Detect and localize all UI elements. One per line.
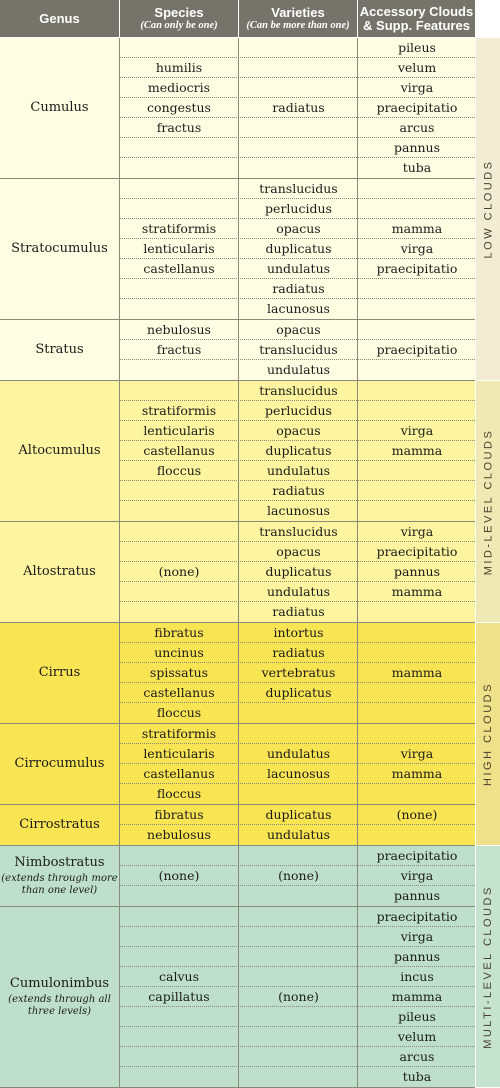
table-row (120, 299, 475, 319)
species-cell: uncinus (154, 645, 204, 660)
table-row (120, 360, 475, 380)
genus-block (0, 522, 475, 622)
variety-cell: translucidus (259, 342, 338, 357)
accessory-cell (359, 683, 475, 703)
accessory-cell: mamma (391, 221, 443, 236)
accessory-cell: mamma (391, 989, 443, 1004)
species-cell (120, 886, 238, 906)
species-cell: nebulosus (147, 827, 211, 842)
level-label-multi (476, 846, 500, 1087)
genus-name: Cumulonimbus (9, 976, 110, 991)
table-row (120, 1027, 475, 1047)
species-cell: fractus (156, 342, 202, 357)
genus-block (0, 179, 475, 319)
genus-note: (extends through more than one level) (1, 873, 118, 896)
genus-name: Cirrus (38, 665, 81, 680)
accessory-cell: mamma (391, 665, 443, 680)
level-label-text: MID-LEVEL CLOUDS (482, 428, 494, 575)
accessory-cell: praecipitatio (376, 544, 458, 559)
accessory-cell: praecipitatio (376, 261, 458, 276)
variety-cell: undulatus (266, 463, 331, 478)
genus-block (0, 623, 475, 723)
accessory-cell (359, 381, 475, 401)
variety-cell: translucidus (259, 524, 338, 539)
species-cell: castellanus (143, 261, 215, 276)
table-row (120, 683, 475, 703)
table-row (120, 1067, 475, 1087)
species-cell: castellanus (143, 443, 215, 458)
table-row (120, 724, 475, 744)
species-cell (120, 381, 238, 401)
genus-cell (0, 38, 119, 178)
variety-cell: intortus (273, 625, 324, 640)
species-cell (120, 158, 238, 178)
table-row (120, 582, 475, 602)
variety-cell: opacus (276, 221, 321, 236)
accessory-cell: tuba (402, 1069, 432, 1084)
species-cell: capillatus (148, 989, 210, 1004)
table-row (120, 825, 475, 845)
variety-cell (240, 907, 357, 927)
genus-note: (extends through all three levels) (8, 994, 111, 1017)
species-cell: lenticularis (143, 423, 215, 438)
genus-name: Nimbostratus (14, 855, 105, 870)
accessory-cell (359, 320, 475, 340)
accessory-cell: praecipitatio (376, 100, 458, 115)
accessory-cell (359, 825, 475, 845)
genus-name: Stratocumulus (11, 241, 108, 256)
table-row (120, 663, 475, 683)
table-row (120, 542, 475, 562)
variety-cell: undulatus (266, 261, 331, 276)
species-cell (120, 179, 238, 199)
variety-cell: radiatus (272, 604, 325, 619)
accessory-cell: virga (400, 868, 434, 883)
table-row (120, 279, 475, 299)
variety-cell: duplicatus (265, 564, 332, 579)
species-cell: nebulosus (147, 322, 211, 337)
genus-block (0, 381, 475, 521)
table-row (120, 907, 475, 927)
species-cell (120, 927, 238, 947)
accessory-cell (359, 643, 475, 663)
species-cell (120, 1007, 238, 1027)
variety-cell: radiatus (272, 100, 325, 115)
variety-cell: opacus (276, 423, 321, 438)
accessory-cell (359, 481, 475, 501)
accessory-cell: incus (400, 969, 434, 984)
header-accessory (358, 0, 475, 37)
accessory-cell: mamma (391, 766, 443, 781)
table-row (120, 703, 475, 723)
variety-cell: lacunosus (267, 766, 330, 781)
header-accessory-line2: & Supp. Features (363, 17, 470, 33)
accessory-cell: virga (400, 524, 434, 539)
accessory-cell: tuba (402, 160, 432, 175)
variety-cell: opacus (276, 544, 321, 559)
table-row (120, 381, 475, 401)
genus-block (0, 38, 475, 178)
variety-cell (240, 38, 357, 58)
species-cell: congestus (147, 100, 211, 115)
header-varieties-note: (Can be more than one) (246, 19, 350, 31)
species-cell (120, 199, 238, 219)
accessory-cell (359, 199, 475, 219)
variety-cell: perlucidus (265, 201, 332, 216)
genus-name: Altocumulus (18, 443, 101, 458)
table-row (120, 461, 475, 481)
variety-cell: undulatus (266, 746, 331, 761)
table-row (120, 259, 475, 279)
table-row (120, 98, 475, 118)
header-varieties-label: Varieties (271, 4, 325, 20)
table-row (120, 927, 475, 947)
variety-cell: duplicatus (265, 443, 332, 458)
variety-cell (240, 118, 357, 138)
accessory-cell: pannus (393, 888, 441, 903)
variety-cell: undulatus (266, 362, 331, 377)
table-row (120, 38, 475, 58)
table-row (120, 179, 475, 199)
species-cell: calvus (159, 969, 199, 984)
accessory-cell: mamma (391, 443, 443, 458)
variety-cell (240, 967, 357, 987)
species-cell: castellanus (143, 685, 215, 700)
accessory-cell: virga (400, 746, 434, 761)
variety-cell (240, 158, 357, 178)
level-label-text: HIGH CLOUDS (482, 682, 494, 786)
species-cell: lenticularis (143, 746, 215, 761)
variety-cell (240, 703, 357, 723)
variety-cell: (none) (278, 868, 319, 883)
table-row (120, 987, 475, 1007)
table-row (120, 481, 475, 501)
species-cell: floccus (156, 786, 202, 801)
variety-cell: lacunosus (267, 301, 330, 316)
accessory-cell (359, 501, 475, 521)
table-row (120, 1047, 475, 1067)
genus-block (0, 724, 475, 804)
table-row (120, 744, 475, 764)
variety-cell: radiatus (272, 281, 325, 296)
species-cell: (none) (158, 868, 200, 883)
species-cell: fibratus (154, 807, 204, 822)
species-cell (120, 582, 238, 602)
table-row (120, 501, 475, 521)
table-row (120, 805, 475, 825)
table-row (120, 401, 475, 421)
variety-cell (240, 58, 357, 78)
header-species-label: Species (154, 4, 204, 20)
species-cell (120, 602, 238, 622)
accessory-cell (359, 279, 475, 299)
species-cell: (none) (158, 564, 200, 579)
header-species (120, 0, 238, 37)
accessory-cell: pileus (398, 1009, 436, 1024)
accessory-cell: praecipitatio (376, 848, 458, 863)
species-cell: spissatus (149, 665, 209, 680)
variety-cell: perlucidus (265, 403, 332, 418)
table-row (120, 866, 475, 886)
species-cell (120, 279, 238, 299)
table-row (120, 239, 475, 259)
species-cell: floccus (156, 705, 202, 720)
table-row (120, 340, 475, 360)
header-varieties (239, 0, 357, 37)
variety-cell: (none) (278, 989, 319, 1004)
accessory-cell (359, 602, 475, 622)
table-row (120, 764, 475, 784)
variety-cell (240, 886, 357, 906)
variety-cell (240, 138, 357, 158)
table-row (120, 118, 475, 138)
variety-cell: radiatus (272, 483, 325, 498)
table-row (120, 602, 475, 622)
accessory-cell: pannus (393, 564, 441, 579)
table-row (120, 138, 475, 158)
variety-cell (240, 927, 357, 947)
variety-cell: lacunosus (267, 503, 330, 518)
accessory-cell (359, 299, 475, 319)
genus-name: Cumulus (30, 100, 89, 115)
level-label-high (476, 623, 500, 845)
table-row (120, 58, 475, 78)
table-row (120, 623, 475, 643)
variety-cell (240, 1067, 357, 1087)
accessory-cell: praecipitatio (376, 342, 458, 357)
table-row (120, 199, 475, 219)
table-row (120, 1007, 475, 1027)
accessory-cell: pannus (393, 140, 441, 155)
species-cell: fibratus (154, 625, 204, 640)
species-cell (120, 481, 238, 501)
table-row (120, 886, 475, 906)
species-cell (120, 138, 238, 158)
table-row (120, 78, 475, 98)
table-row (120, 967, 475, 987)
genus-block (0, 846, 475, 906)
accessory-cell (359, 360, 475, 380)
accessory-cell: velum (397, 1029, 437, 1044)
level-label-low (476, 38, 500, 380)
genus-cell (0, 846, 119, 906)
variety-cell (240, 1007, 357, 1027)
accessory-cell: pileus (398, 40, 436, 55)
variety-cell: radiatus (272, 645, 325, 660)
genus-block (0, 320, 475, 380)
accessory-cell (359, 461, 475, 481)
accessory-cell: virga (400, 423, 434, 438)
species-cell (120, 522, 238, 542)
table-row (120, 784, 475, 804)
species-cell: stratiformis (141, 221, 217, 236)
species-cell (120, 542, 238, 562)
genus-name: Stratus (35, 342, 84, 357)
accessory-cell (359, 179, 475, 199)
variety-cell: vertebratus (261, 665, 336, 680)
species-cell: castellanus (143, 766, 215, 781)
species-cell: stratiformis (141, 403, 217, 418)
species-cell (120, 846, 238, 866)
table-row (120, 846, 475, 866)
accessory-cell (359, 724, 475, 744)
species-cell (120, 1047, 238, 1067)
species-cell (120, 947, 238, 967)
table-row (120, 947, 475, 967)
genus-cell (0, 623, 119, 723)
variety-cell (240, 1027, 357, 1047)
variety-cell: undulatus (266, 584, 331, 599)
species-cell: stratiformis (141, 726, 217, 741)
species-cell: lenticularis (143, 241, 215, 256)
accessory-cell (359, 401, 475, 421)
header-genus-label: Genus (39, 10, 80, 26)
table-row (120, 219, 475, 239)
accessory-cell: virga (400, 241, 434, 256)
species-cell: fractus (156, 120, 202, 135)
variety-cell: undulatus (266, 827, 331, 842)
table-row (120, 320, 475, 340)
species-cell (120, 299, 238, 319)
genus-name: Altostratus (23, 564, 96, 579)
variety-cell (240, 1047, 357, 1067)
accessory-cell: velum (397, 60, 437, 75)
genus-cell (0, 724, 119, 804)
accessory-cell (359, 703, 475, 723)
accessory-cell: arcus (399, 1049, 435, 1064)
genus-block (0, 907, 475, 1087)
accessory-cell (359, 623, 475, 643)
header-species-note: (Can only be one) (140, 19, 218, 31)
species-cell (120, 1067, 238, 1087)
header-accessory-line1: Accessory Clouds (359, 3, 474, 19)
species-cell: floccus (156, 463, 202, 478)
genus-name: Cirrostratus (19, 817, 100, 832)
table-row (120, 421, 475, 441)
table-row (120, 158, 475, 178)
genus-cell (0, 320, 119, 380)
genus-block (0, 805, 475, 845)
accessory-cell: (none) (396, 807, 438, 822)
variety-cell: duplicatus (265, 685, 332, 700)
species-cell: humilis (155, 60, 203, 75)
variety-cell (240, 947, 357, 967)
variety-cell (240, 846, 357, 866)
variety-cell (240, 784, 357, 804)
species-cell (120, 38, 238, 58)
accessory-cell: mamma (391, 584, 443, 599)
variety-cell: opacus (276, 322, 321, 337)
table-row (120, 441, 475, 461)
species-cell (120, 907, 238, 927)
variety-cell: duplicatus (265, 241, 332, 256)
species-cell (120, 360, 238, 380)
accessory-cell: pannus (393, 949, 441, 964)
table-row (120, 643, 475, 663)
variety-cell: translucidus (259, 181, 338, 196)
variety-cell (240, 724, 357, 744)
table-row (120, 522, 475, 542)
genus-cell (0, 907, 119, 1087)
variety-cell: duplicatus (265, 807, 332, 822)
genus-cell (0, 805, 119, 845)
accessory-cell (359, 784, 475, 804)
genus-name: Cirrocumulus (14, 756, 105, 771)
table-row (120, 562, 475, 582)
species-cell (120, 501, 238, 521)
genus-cell (0, 179, 119, 319)
accessory-cell: virga (400, 929, 434, 944)
variety-cell (240, 78, 357, 98)
species-cell: mediocris (147, 80, 211, 95)
genus-cell (0, 381, 119, 521)
level-label-text: MULTI-LEVEL CLOUDS (482, 884, 494, 1049)
accessory-cell: praecipitatio (376, 909, 458, 924)
species-cell (120, 1027, 238, 1047)
genus-cell (0, 522, 119, 622)
accessory-cell: arcus (399, 120, 435, 135)
header-genus (0, 0, 119, 37)
variety-cell: translucidus (259, 383, 338, 398)
level-label-mid (476, 381, 500, 622)
accessory-cell: virga (400, 80, 434, 95)
level-label-text: LOW CLOUDS (482, 159, 494, 259)
